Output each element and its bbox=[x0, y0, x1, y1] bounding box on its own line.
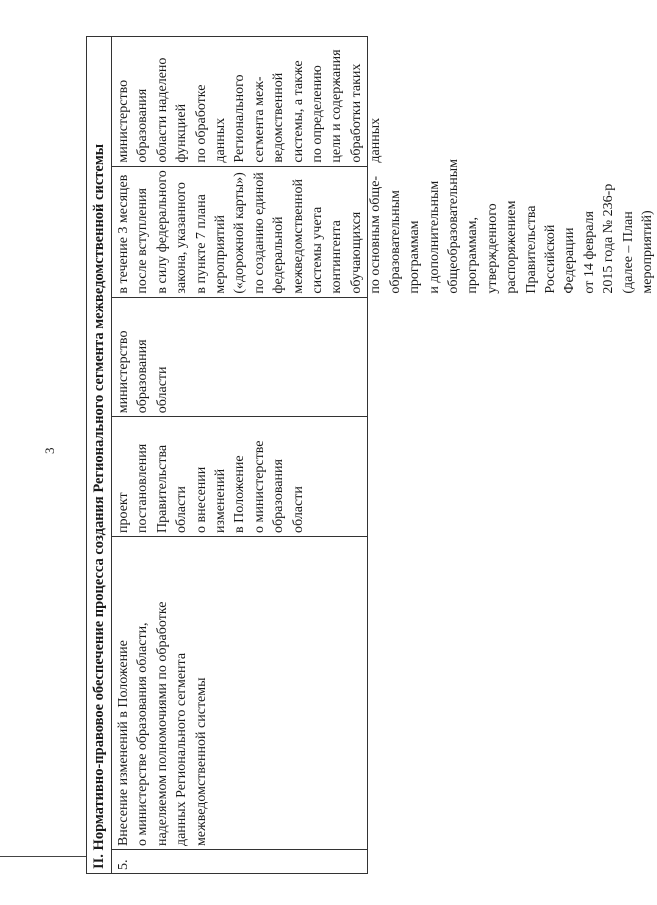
cell-line: Регионального bbox=[232, 74, 248, 163]
cell-line: по созданию единой bbox=[251, 172, 267, 294]
executor-cell bbox=[112, 297, 368, 417]
cell-line: программам bbox=[407, 220, 423, 294]
page-number: 3 bbox=[42, 447, 57, 454]
cell-line: распоряжением bbox=[504, 200, 520, 294]
cell-line: закона, указанного bbox=[174, 182, 190, 294]
cell-line: проект bbox=[116, 492, 131, 533]
cell-line: ведомственной bbox=[271, 72, 287, 163]
cell-line: области bbox=[154, 366, 170, 414]
cell-line: системы, а также bbox=[290, 60, 306, 163]
cell-line: по определению bbox=[310, 65, 326, 163]
table-row bbox=[112, 37, 655, 873]
result-cell bbox=[112, 37, 384, 166]
cell-line: по основным обще- bbox=[368, 175, 384, 294]
cell-line: контингента bbox=[329, 220, 345, 294]
cell-line: функцией bbox=[174, 103, 190, 163]
cell-line: данных bbox=[213, 117, 229, 163]
margin-line bbox=[0, 856, 86, 857]
cell-line: мероприятий bbox=[213, 215, 229, 294]
cell-line: образовательным bbox=[387, 190, 403, 294]
cell-line: Правительства bbox=[523, 205, 539, 294]
cell-line: обучающихся bbox=[348, 211, 364, 294]
cell-line: (далее – План bbox=[620, 211, 636, 294]
cell-line: межведомственной bbox=[290, 179, 306, 294]
cell-line: министерство bbox=[116, 330, 131, 414]
cell-line: («дорожной карты») bbox=[232, 172, 248, 294]
cell-line: данных Регионального сегмента bbox=[174, 652, 190, 847]
cell-line: постановления bbox=[135, 443, 151, 533]
cell-line: межведомственной системы bbox=[193, 677, 209, 847]
cell-line: в течение 3 месяцев bbox=[116, 174, 131, 294]
cell-line: цели и содержания bbox=[329, 49, 345, 163]
cell-line: утвержденного bbox=[484, 203, 500, 294]
cell-line: от 14 февраля bbox=[581, 211, 597, 294]
cell-line: в силу федерального bbox=[154, 170, 170, 294]
cell-line: образования bbox=[135, 88, 151, 163]
cell-line: программам, bbox=[465, 216, 481, 294]
cell-line: в пункте 7 плана bbox=[193, 194, 209, 294]
cell-line: Внесение изменений в Положение bbox=[116, 640, 131, 847]
cell-line: образования bbox=[135, 339, 151, 414]
cell-line: данных bbox=[368, 117, 384, 163]
cell-line: и дополнительным bbox=[426, 180, 442, 294]
cell-line: сегмента меж- bbox=[251, 76, 267, 163]
cell-line: 2015 года № 236-р bbox=[601, 183, 617, 294]
cell-line: области bbox=[174, 486, 190, 533]
cell-line: Правительства bbox=[154, 444, 170, 533]
cell-line: наделяемом полномочиями по обработке bbox=[154, 601, 170, 847]
cell-line: после вступления bbox=[135, 188, 151, 294]
cell-line: области наделено bbox=[154, 57, 170, 163]
cell-line: о министерстве образования области, bbox=[135, 622, 151, 847]
cell-line: Федерации bbox=[562, 227, 578, 294]
cell-line: Российской bbox=[542, 224, 558, 294]
cell-line: по обработке bbox=[193, 84, 209, 163]
row-number: 5. bbox=[112, 849, 368, 873]
cell-line: обработки таких bbox=[348, 63, 364, 163]
cell-line: изменений bbox=[213, 468, 229, 533]
section-heading: II. Нормативно-правовое обеспечение процесса создания Регионального сегмента межведомственной системы bbox=[87, 37, 112, 873]
activity-cell bbox=[112, 536, 368, 849]
cell-line: области bbox=[290, 486, 306, 533]
cell-line: федеральной bbox=[271, 216, 287, 294]
cell-line: в Положение bbox=[232, 455, 248, 533]
cell-line: о министерстве bbox=[251, 440, 267, 533]
term-cell bbox=[112, 158, 655, 297]
cell-line: мероприятий) bbox=[639, 210, 655, 294]
cell-line: общеобразовательным bbox=[445, 158, 461, 294]
document-cell bbox=[112, 416, 368, 536]
cell-line: образования bbox=[271, 459, 287, 533]
cell-line: о внесении bbox=[193, 466, 209, 533]
plan-table bbox=[86, 36, 655, 874]
cell-line: системы учета bbox=[310, 206, 326, 294]
cell-line: министерство bbox=[116, 79, 131, 163]
